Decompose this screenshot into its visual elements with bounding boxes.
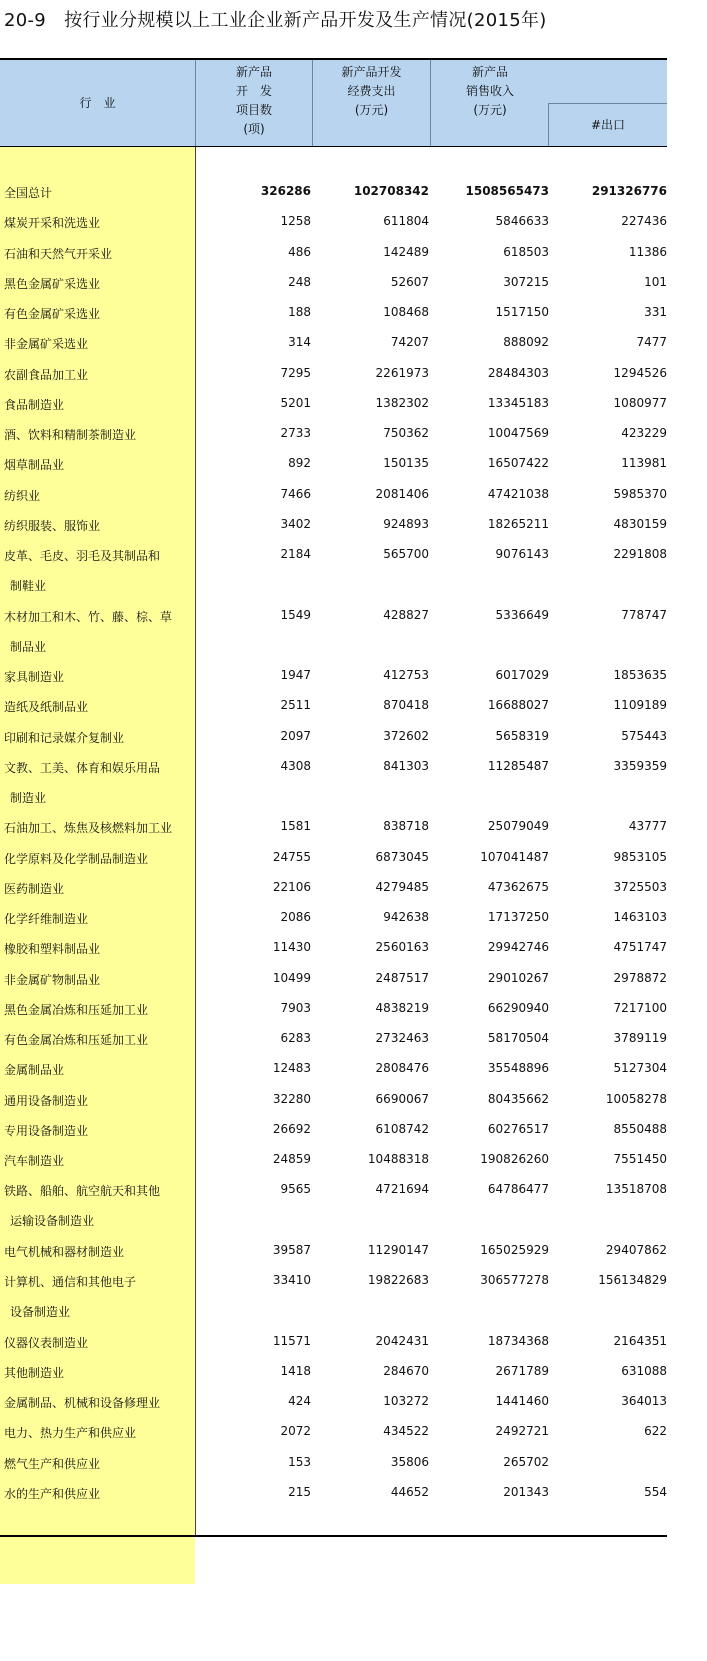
table-row — [0, 1174, 667, 1229]
row-export: 11386 — [628, 244, 667, 259]
row-industry-name: 黑色金属冶炼和压延加工业 — [4, 1002, 149, 1017]
row-expenditure: 74207 — [390, 335, 429, 350]
row-export: 13518708 — [605, 1182, 667, 1197]
row-projects: 486 — [288, 244, 311, 259]
row-projects: 24859 — [272, 1152, 311, 1166]
row-sales: 190826260 — [480, 1152, 549, 1166]
row-expenditure: 372602 — [383, 728, 429, 743]
row-export: 29407862 — [605, 1242, 667, 1257]
table-row — [0, 1053, 667, 1083]
row-projects: 6283 — [280, 1031, 311, 1045]
row-projects: 1947 — [280, 668, 311, 682]
header-projects-line2: 开 发 — [235, 84, 272, 98]
header-divider — [195, 60, 196, 146]
header-export: #出口 — [590, 118, 626, 132]
row-expenditure: 2042431 — [375, 1333, 429, 1348]
row-industry-name: 铁路、船舶、航空航天和其他 — [4, 1184, 161, 1199]
row-export: 3725503 — [613, 879, 667, 894]
row-expenditure: 284670 — [383, 1363, 429, 1378]
row-sales: 60276517 — [487, 1121, 549, 1136]
row-expenditure: 870418 — [383, 698, 429, 713]
row-sales: 6017029 — [495, 668, 549, 682]
row-projects: 153 — [288, 1454, 311, 1469]
table-row — [0, 479, 667, 509]
row-industry-name: 通用设备制造业 — [4, 1093, 89, 1108]
row-export: 10058278 — [605, 1091, 667, 1106]
row-sales: 11285487 — [487, 758, 549, 773]
table-row — [0, 1114, 667, 1144]
row-projects: 2511 — [280, 698, 311, 713]
row-projects: 892 — [288, 456, 311, 471]
row-sales: 47421038 — [487, 486, 549, 501]
row-expenditure: 35806 — [390, 1454, 429, 1469]
table-row — [0, 902, 667, 932]
row-sales: 306577278 — [480, 1273, 549, 1287]
row-projects: 9565 — [280, 1182, 311, 1197]
row-sales: 9076143 — [495, 547, 549, 561]
row-sales: 16688027 — [487, 698, 549, 713]
row-sales: 80435662 — [487, 1091, 549, 1106]
row-export: 778747 — [621, 607, 667, 622]
row-industry-name: 纺织业 — [4, 488, 41, 503]
header-projects-line3: 项目数 — [235, 103, 272, 117]
table-row — [0, 1023, 667, 1053]
table-bottom-rule — [0, 1535, 667, 1537]
row-expenditure: 108468 — [383, 305, 429, 319]
table-row — [0, 176, 667, 206]
row-projects: 314 — [288, 335, 311, 350]
row-expenditure: 142489 — [383, 244, 429, 259]
table-row — [0, 539, 667, 593]
row-export: 331 — [644, 305, 667, 319]
row-industry-name: 酒、饮料和精制茶制造业 — [4, 428, 137, 442]
row-industry-name-cont: 设备制造业 — [10, 1305, 71, 1319]
row-expenditure: 6873045 — [375, 849, 429, 864]
row-export: 554 — [644, 1484, 667, 1499]
header-expenditure-line1: 新产品开发 — [341, 65, 402, 79]
row-expenditure: 4721694 — [375, 1182, 429, 1197]
row-industry-name-cont: 运输设备制造业 — [10, 1214, 95, 1229]
table-row — [0, 206, 667, 236]
row-expenditure: 942638 — [383, 910, 429, 924]
row-expenditure: 102708342 — [353, 184, 429, 198]
row-sales: 1517150 — [495, 305, 549, 319]
row-expenditure: 2487517 — [375, 970, 429, 985]
header-projects-line1: 新产品 — [235, 65, 272, 79]
row-industry-name-cont: 制品业 — [10, 639, 47, 654]
row-expenditure: 6690067 — [375, 1091, 429, 1106]
row-industry-name: 电力、热力生产和供应业 — [4, 1426, 137, 1441]
row-projects: 12483 — [272, 1061, 311, 1076]
row-sales: 5336649 — [495, 607, 549, 622]
row-projects: 32280 — [272, 1091, 311, 1106]
table-row — [0, 1235, 667, 1265]
row-expenditure: 4279485 — [375, 879, 429, 894]
row-projects: 11571 — [272, 1333, 311, 1348]
table-row — [0, 1144, 667, 1174]
row-expenditure: 750362 — [383, 426, 429, 440]
row-projects: 2733 — [280, 426, 311, 440]
row-expenditure: 434522 — [383, 1424, 429, 1439]
table-row — [0, 1386, 667, 1416]
row-industry-name: 农副食品加工业 — [4, 367, 89, 382]
header-divider — [312, 60, 313, 146]
table-row — [0, 660, 667, 690]
row-industry-name: 非金属矿物制品业 — [4, 972, 101, 987]
row-industry-name: 水的生产和供应业 — [4, 1486, 101, 1501]
row-industry-name: 皮革、毛皮、羽毛及其制品和 — [4, 549, 161, 563]
row-export: 291326776 — [591, 184, 667, 198]
table-row — [0, 388, 667, 418]
row-industry-name: 印刷和记录媒介复制业 — [4, 730, 125, 745]
row-sales: 47362675 — [487, 879, 549, 894]
table-row — [0, 932, 667, 962]
row-projects: 7903 — [280, 1000, 311, 1015]
table-row — [0, 237, 667, 267]
row-projects: 1581 — [280, 819, 311, 834]
row-projects: 7466 — [280, 486, 311, 501]
row-projects: 215 — [288, 1484, 311, 1499]
header-projects — [196, 63, 312, 139]
row-export: 4751747 — [613, 940, 667, 955]
row-sales: 13345183 — [487, 395, 549, 410]
row-expenditure: 52607 — [390, 274, 429, 289]
row-sales: 18734368 — [487, 1333, 549, 1348]
row-export: 156134829 — [598, 1273, 667, 1287]
row-projects: 10499 — [272, 970, 311, 985]
table-row — [0, 509, 667, 539]
row-projects: 188 — [288, 305, 311, 319]
row-industry-name: 有色金属矿采选业 — [4, 307, 101, 321]
row-sales: 16507422 — [487, 456, 549, 471]
row-industry-name: 有色金属冶炼和压延加工业 — [4, 1033, 149, 1047]
row-industry-name: 橡胶和塑料制品业 — [4, 942, 101, 957]
row-expenditure: 10488318 — [367, 1152, 429, 1166]
header-expenditure — [313, 63, 430, 120]
header-sales-line3: (万元) — [473, 103, 507, 117]
table-row — [0, 993, 667, 1023]
row-expenditure: 1382302 — [375, 395, 429, 410]
table-row — [0, 811, 667, 841]
row-export: 7551450 — [613, 1152, 667, 1166]
row-export: 631088 — [621, 1363, 667, 1378]
row-industry-name: 化学纤维制造业 — [4, 912, 89, 926]
row-industry-name: 计算机、通信和其他电子 — [4, 1275, 137, 1289]
row-projects: 22106 — [272, 879, 311, 894]
row-export: 227436 — [621, 214, 667, 229]
row-sales: 35548896 — [487, 1061, 549, 1076]
header-industry: 行 业 — [79, 96, 116, 110]
row-export: 1109189 — [613, 698, 667, 713]
row-export: 2291808 — [613, 547, 667, 561]
row-projects: 424 — [288, 1394, 311, 1408]
row-sales: 5658319 — [495, 728, 549, 743]
row-sales: 58170504 — [487, 1031, 549, 1045]
row-projects: 326286 — [260, 184, 311, 198]
row-sales: 29010267 — [487, 970, 549, 985]
row-sales: 66290940 — [487, 1000, 549, 1015]
row-expenditure: 2560163 — [375, 940, 429, 955]
row-export: 113981 — [621, 456, 667, 471]
table-row — [0, 1477, 667, 1507]
row-projects: 11430 — [272, 940, 311, 955]
row-export: 4830159 — [613, 516, 667, 531]
row-sales: 25079049 — [487, 819, 549, 834]
row-expenditure: 2261973 — [375, 365, 429, 380]
row-expenditure: 11290147 — [367, 1242, 429, 1257]
row-industry-name: 非金属矿采选业 — [4, 337, 89, 352]
row-expenditure: 103272 — [383, 1394, 429, 1408]
table-row — [0, 1265, 667, 1319]
table-row — [0, 358, 667, 388]
row-expenditure: 924893 — [383, 516, 429, 531]
table-row — [0, 1416, 667, 1446]
row-expenditure: 4838219 — [375, 1000, 429, 1015]
table-row — [0, 1447, 667, 1477]
row-export: 1080977 — [613, 395, 667, 410]
row-industry-name: 医药制造业 — [4, 881, 65, 896]
header-divider — [548, 103, 667, 104]
row-industry-name: 仪器仪表制造业 — [4, 1335, 89, 1350]
row-projects: 24755 — [272, 849, 311, 864]
row-projects: 1418 — [280, 1363, 311, 1378]
header-expenditure-line2: 经费支出 — [347, 84, 396, 98]
row-sales: 5846633 — [495, 214, 549, 229]
row-projects: 26692 — [272, 1121, 311, 1136]
row-industry-name: 电气机械和器材制造业 — [4, 1244, 125, 1259]
row-industry-name: 烟草制品业 — [4, 458, 65, 473]
table-row — [0, 267, 667, 297]
row-sales: 265702 — [503, 1454, 549, 1469]
table-title-text: 按行业分规模以上工业企业新产品开发及生产情况(2015年) — [64, 10, 547, 31]
row-sales: 618503 — [503, 244, 549, 259]
table-row — [0, 1084, 667, 1114]
row-projects: 33410 — [272, 1273, 311, 1287]
row-export: 5127304 — [613, 1061, 667, 1076]
row-export: 423229 — [621, 426, 667, 440]
row-export: 7477 — [636, 335, 667, 350]
row-projects: 1258 — [280, 214, 311, 229]
row-industry-name: 黑色金属矿采选业 — [4, 276, 101, 291]
row-industry-name: 纺织服装、服饰业 — [4, 518, 101, 533]
table-row — [0, 418, 667, 448]
row-industry-name: 其他制造业 — [4, 1365, 65, 1380]
table-row — [0, 1326, 667, 1356]
header-projects-line4: (项) — [243, 122, 265, 136]
table-number: 20-9 — [4, 10, 47, 31]
row-projects: 2072 — [280, 1424, 311, 1439]
row-sales: 17137250 — [487, 910, 549, 924]
row-sales: 1508565473 — [465, 184, 549, 198]
row-expenditure: 412753 — [383, 668, 429, 682]
row-expenditure: 565700 — [383, 547, 429, 561]
row-expenditure: 2081406 — [375, 486, 429, 501]
row-industry-name: 化学原料及化学制品制造业 — [4, 851, 149, 866]
row-export: 2164351 — [613, 1333, 667, 1348]
row-export: 5985370 — [613, 486, 667, 501]
row-sales: 307215 — [503, 274, 549, 289]
row-sales: 10047569 — [487, 426, 549, 440]
row-sales: 2671789 — [495, 1363, 549, 1378]
row-expenditure: 611804 — [383, 214, 429, 229]
row-industry-name: 煤炭开采和洗选业 — [4, 216, 101, 231]
row-export: 9853105 — [613, 849, 667, 864]
row-sales: 64786477 — [487, 1182, 549, 1197]
row-projects: 248 — [288, 274, 311, 289]
row-sales: 165025929 — [480, 1242, 549, 1257]
row-expenditure: 2808476 — [375, 1061, 429, 1076]
row-export: 101 — [644, 274, 667, 289]
row-projects: 5201 — [280, 395, 311, 410]
row-industry-name: 造纸及纸制品业 — [4, 700, 89, 715]
row-projects: 2184 — [280, 547, 311, 561]
table-row — [0, 842, 667, 872]
header-expenditure-line3: (万元) — [354, 103, 389, 117]
row-projects: 39587 — [272, 1242, 311, 1257]
table-row — [0, 963, 667, 993]
row-export: 1853635 — [613, 668, 667, 682]
table-row — [0, 872, 667, 902]
row-expenditure: 150135 — [383, 456, 429, 471]
row-industry-name: 家具制造业 — [4, 670, 65, 684]
row-projects: 7295 — [280, 365, 311, 380]
row-sales: 29942746 — [487, 940, 549, 955]
row-industry-name: 金属制品、机械和设备修理业 — [4, 1396, 161, 1410]
row-export: 3789119 — [613, 1031, 667, 1045]
row-sales: 28484303 — [487, 365, 549, 380]
row-expenditure: 19822683 — [367, 1273, 429, 1287]
row-export: 2978872 — [613, 970, 667, 985]
row-projects: 2097 — [280, 728, 311, 743]
row-export: 3359359 — [613, 758, 667, 773]
table-row — [0, 690, 667, 720]
row-expenditure: 841303 — [383, 758, 429, 773]
header-sales-line1: 新产品 — [471, 65, 508, 79]
table-row — [0, 327, 667, 357]
table-row — [0, 1356, 667, 1386]
row-industry-name: 燃气生产和供应业 — [4, 1456, 101, 1471]
row-projects: 3402 — [280, 516, 311, 531]
row-expenditure: 44652 — [390, 1484, 429, 1499]
row-expenditure: 6108742 — [375, 1121, 429, 1136]
row-sales: 18265211 — [487, 516, 549, 531]
header-divider — [430, 60, 431, 146]
table-row — [0, 297, 667, 327]
header-sales — [431, 63, 549, 120]
row-sales: 107041487 — [480, 849, 549, 864]
table-title — [4, 6, 547, 32]
row-projects: 2086 — [280, 910, 311, 924]
table-header — [0, 60, 667, 146]
row-expenditure: 838718 — [383, 819, 429, 834]
row-industry-name: 石油加工、炼焦及核燃料加工业 — [4, 821, 173, 836]
row-sales: 1441460 — [495, 1394, 549, 1408]
row-expenditure: 428827 — [383, 607, 429, 622]
row-expenditure: 2732463 — [375, 1031, 429, 1045]
row-industry-name: 全国总计 — [4, 186, 53, 200]
row-projects: 1549 — [280, 607, 311, 622]
row-industry-name: 木材加工和木、竹、藤、棕、草 — [4, 609, 173, 624]
row-export: 1463103 — [613, 910, 667, 924]
row-export: 364013 — [621, 1394, 667, 1408]
row-industry-name-cont: 制造业 — [10, 790, 47, 805]
row-export: 1294526 — [613, 365, 667, 380]
row-industry-name: 汽车制造业 — [4, 1154, 65, 1168]
header-sales-line2: 销售收入 — [465, 84, 514, 98]
row-sales: 2492721 — [495, 1424, 549, 1439]
row-sales: 888092 — [503, 335, 549, 350]
row-industry-name: 食品制造业 — [4, 397, 65, 412]
row-export: 575443 — [621, 728, 667, 743]
row-export: 43777 — [628, 819, 667, 834]
table-row — [0, 751, 667, 805]
row-industry-name-cont: 制鞋业 — [10, 579, 47, 593]
row-export: 622 — [644, 1424, 667, 1439]
header-divider — [548, 104, 549, 146]
row-industry-name: 金属制品业 — [4, 1063, 65, 1078]
table-row — [0, 721, 667, 751]
row-sales: 201343 — [503, 1484, 549, 1499]
table-row — [0, 600, 667, 654]
row-projects: 4308 — [280, 758, 311, 773]
row-industry-name: 石油和天然气开采业 — [4, 246, 113, 261]
row-export: 8550488 — [613, 1121, 667, 1136]
table-row — [0, 448, 667, 478]
row-industry-name: 文教、工美、体育和娱乐用品 — [4, 760, 161, 775]
row-industry-name: 专用设备制造业 — [4, 1123, 89, 1138]
row-export: 7217100 — [613, 1000, 667, 1015]
